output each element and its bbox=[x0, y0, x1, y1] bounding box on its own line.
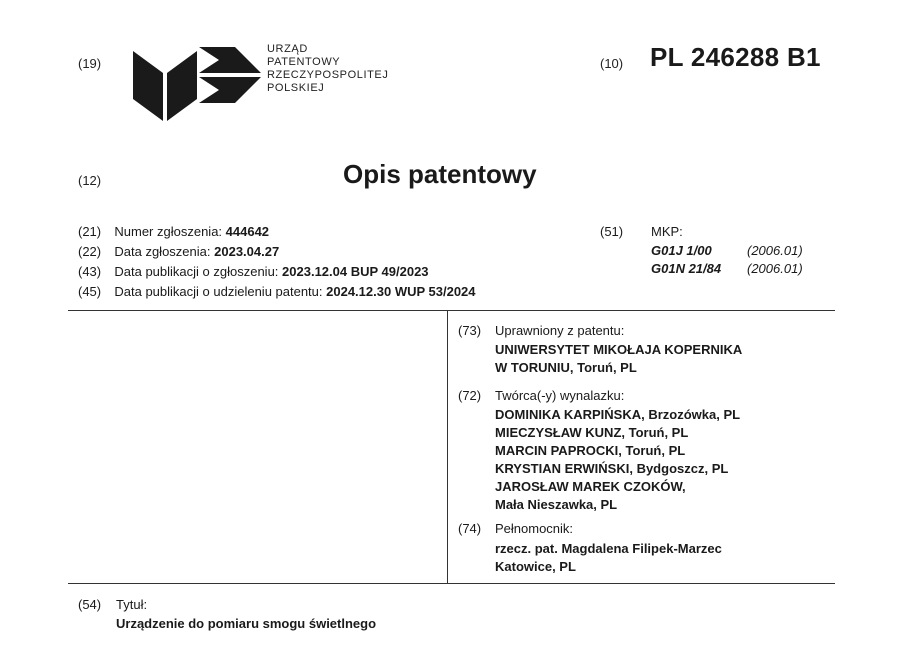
invention-title-value: Urządzenie do pomiaru smogu świetlnego bbox=[116, 616, 377, 631]
inid-code-73: (73) bbox=[458, 323, 482, 338]
inventors-block bbox=[495, 406, 740, 514]
application-publication-row bbox=[78, 264, 429, 279]
inid-code-21: (21) bbox=[78, 224, 102, 239]
patent-office-logo bbox=[131, 43, 261, 121]
filing-date-label: Data zgłoszenia: bbox=[114, 244, 211, 259]
inid-code-51: (51) bbox=[600, 224, 624, 239]
bottom-divider bbox=[68, 583, 835, 584]
grant-publication-label: Data publikacji o udzieleniu patentu: bbox=[114, 284, 323, 299]
application-publication-label: Data publikacji o zgłoszeniu: bbox=[114, 264, 279, 279]
top-divider bbox=[68, 310, 835, 311]
mkp-class: G01N 21/84 bbox=[651, 261, 722, 276]
inid-code-43: (43) bbox=[78, 264, 102, 279]
owner-block bbox=[495, 341, 742, 377]
owner-line: UNIWERSYTET MIKOŁAJA KOPERNIKA bbox=[495, 342, 743, 357]
office-line: RZECZYPOSPOLITEJ bbox=[267, 69, 389, 81]
mkp-version: (2006.01) bbox=[747, 243, 803, 258]
patent-office-name bbox=[267, 43, 388, 95]
invention-title-label: Tytuł: bbox=[116, 597, 148, 612]
inventor-line: DOMINIKA KARPIŃSKA, Brzozówka, PL bbox=[495, 407, 741, 422]
publication-number: PL 246288 B1 bbox=[650, 42, 821, 72]
inventor-line: MIECZYSŁAW KUNZ, Toruń, PL bbox=[495, 425, 689, 440]
inventors-label: Twórca(-y) wynalazku: bbox=[495, 388, 625, 403]
attorney-line: rzecz. pat. Magdalena Filipek-Marzec bbox=[495, 541, 722, 556]
inid-code-12: (12) bbox=[78, 173, 102, 188]
owner-line: W TORUNIU, Toruń, PL bbox=[495, 360, 637, 375]
mkp-version: (2006.01) bbox=[747, 261, 803, 276]
owner-label: Uprawniony z patentu: bbox=[495, 323, 625, 338]
inid-code-72: (72) bbox=[458, 388, 482, 403]
office-line: POLSKIEJ bbox=[267, 82, 325, 94]
inid-code-19: (19) bbox=[78, 56, 102, 71]
mkp-label: MKP: bbox=[651, 224, 683, 239]
inid-code-45: (45) bbox=[78, 284, 102, 299]
grant-publication-row bbox=[78, 284, 476, 299]
attorney-block bbox=[495, 540, 722, 576]
office-line: URZĄD bbox=[267, 43, 308, 55]
attorney-label: Pełnomocnik: bbox=[495, 521, 574, 536]
application-number-value: 444642 bbox=[225, 224, 270, 239]
inid-code-22: (22) bbox=[78, 244, 102, 259]
inid-code-10: (10) bbox=[600, 56, 624, 71]
grant-publication-value: 2024.12.30 WUP 53/2024 bbox=[326, 284, 476, 299]
column-divider bbox=[447, 310, 448, 583]
filing-date-row bbox=[78, 244, 279, 259]
office-line: PATENTOWY bbox=[267, 56, 341, 68]
mkp-class: G01J 1/00 bbox=[651, 243, 712, 258]
application-number-label: Numer zgłoszenia: bbox=[114, 224, 223, 239]
filing-date-value: 2023.04.27 bbox=[214, 244, 280, 259]
inid-code-54: (54) bbox=[78, 597, 102, 612]
inid-code-74: (74) bbox=[458, 521, 482, 536]
inventor-line: KRYSTIAN ERWIŃSKI, Bydgoszcz, PL bbox=[495, 461, 729, 476]
document-title: Opis patentowy bbox=[343, 159, 537, 189]
inventor-line: JAROSŁAW MAREK CZOKÓW, bbox=[495, 479, 686, 494]
attorney-line: Katowice, PL bbox=[495, 559, 576, 574]
inventor-line: MARCIN PAPROCKI, Toruń, PL bbox=[495, 443, 686, 458]
application-publication-value: 2023.12.04 BUP 49/2023 bbox=[282, 264, 429, 279]
inventor-line: Mała Nieszawka, PL bbox=[495, 497, 618, 512]
application-number-row bbox=[78, 224, 269, 239]
